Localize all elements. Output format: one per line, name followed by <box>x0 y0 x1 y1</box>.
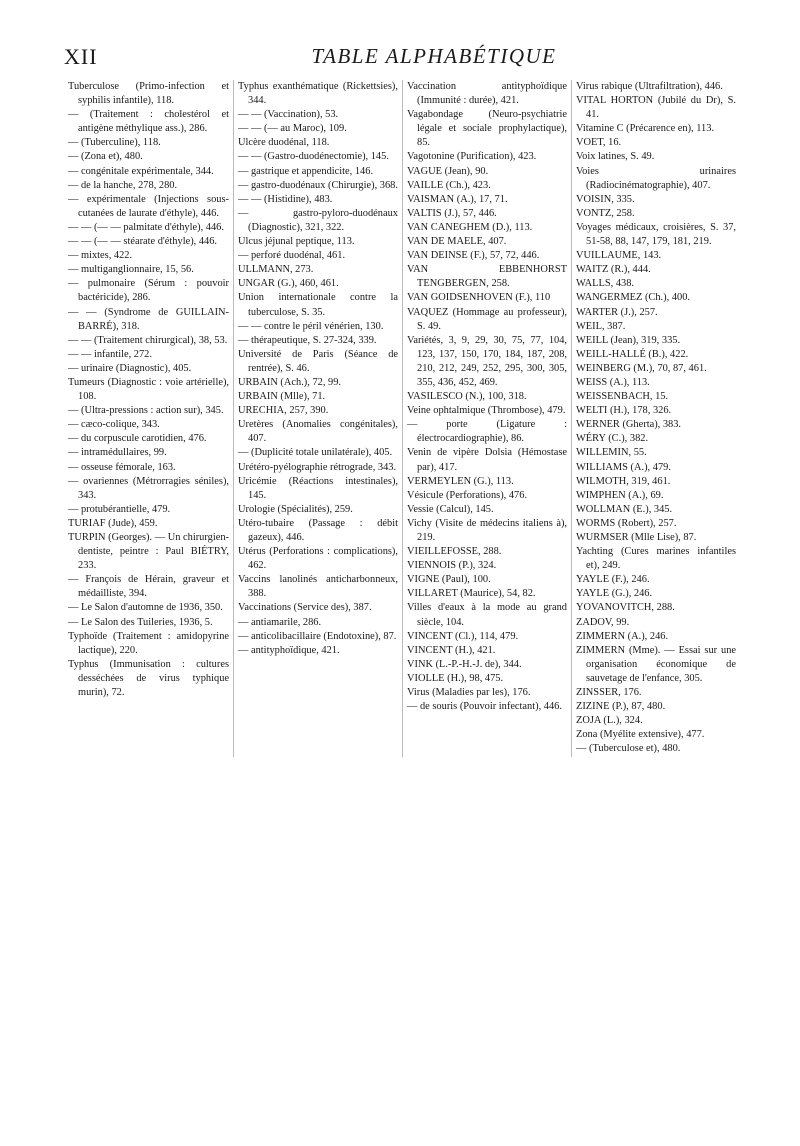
index-entry: Urologie (Spécialités), 259. <box>238 503 353 515</box>
index-entry: — du corpuscule carotidien, 476. <box>68 433 207 445</box>
index-entry: VAN CANEGHEM (D.), 113. <box>407 221 533 233</box>
index-entry: VAILLE (Ch.), 423. <box>407 179 491 191</box>
index-entry: WEISSENBACH, 15. <box>576 391 669 403</box>
index-entry: Vessie (Calcul), 145. <box>407 503 494 515</box>
index-entry: — François de Hérain, graveur et médailliste, 394. <box>68 574 229 600</box>
index-entry: WELTI (H.), 178, 326. <box>576 405 672 417</box>
index-columns <box>64 80 740 757</box>
index-entry: — — (— — stéarate d'éthyle), 446. <box>68 236 218 248</box>
index-entry: Variétés, 3, 9, 29, 30, 75, 77, 104, 123, 137, 150, 170, 184, 187, 208, 210, 212, 249, 252, 295, 300, 305, 355, 436, 452, 469. <box>407 334 567 388</box>
index-column-1 <box>64 80 233 757</box>
index-entry: WANGERMEZ (Ch.), 400. <box>576 292 690 304</box>
index-entry: WURMSER (Mlle Lise), 87. <box>576 532 697 543</box>
index-entry: WALLS, 438. <box>576 278 635 290</box>
index-entry: Venin de vipère Dolsia (Hémostase par), 417. <box>407 447 567 473</box>
index-entry: WILLEMIN, 55. <box>576 447 647 459</box>
index-entry: YAYLE (G.), 246. <box>576 588 653 600</box>
index-entry: WEISS (A.), 113. <box>576 376 650 388</box>
index-entry: — osseuse fémorale, 163. <box>68 461 176 473</box>
index-entry: VINCENT (Cl.), 114, 479. <box>407 630 519 642</box>
index-entry: VALTIS (J.), 57, 446. <box>407 207 497 219</box>
index-entry: VITAL HORTON (Jubilé du Dr), S. 41. <box>576 95 736 121</box>
index-entry: VIGNE (Paul), 100. <box>407 574 491 586</box>
index-entry: — — (Traitement chirurgical), 38, 53. <box>68 334 228 346</box>
index-entry: VAN DE MAELE, 407. <box>407 236 507 248</box>
page-number: XII <box>64 44 98 69</box>
index-entry: — — (Vaccination), 53. <box>238 109 339 121</box>
index-entry: WOLLMAN (E.), 345. <box>576 503 673 515</box>
index-entry: WEINBERG (M.), 70, 87, 461. <box>576 362 707 374</box>
index-entry: — antiamarile, 286. <box>238 616 322 628</box>
index-entry: VIEILLEFOSSE, 288. <box>407 546 502 558</box>
index-entry: WIMPHEN (A.), 69. <box>576 489 664 501</box>
index-entry: URBAIN (Ach.), 72, 99. <box>238 376 342 388</box>
index-entry: VILLARET (Maurice), 54, 82. <box>407 588 536 600</box>
index-entry: — thérapeutique, S. 27-324, 339. <box>238 334 377 346</box>
index-entry: — — contre le péril vénérien, 130. <box>238 320 384 332</box>
index-entry: YOVANOVITCH, 288. <box>576 602 675 614</box>
index-entry: Typhus (Immunisation : cultures desséchées de virus typhique murin), 72. <box>68 658 229 699</box>
index-entry: Utéro-tubaire (Passage : débit gazeux), 446. <box>238 517 398 543</box>
index-entry: ZIZINE (P.), 87, 480. <box>576 701 666 713</box>
index-entry: URBAIN (Mlle), 71. <box>238 391 326 403</box>
index-entry: ZIMMERN (A.), 246. <box>576 630 669 642</box>
index-entry: ZIMMERN (Mme). — Essai sur une organisation économique de sauvetage de l'enfance, 305. <box>576 644 736 684</box>
index-entry: — (Ultra-pressions : action sur), 345. <box>68 405 224 417</box>
index-entry: TURPIN (Georges). — Un chirurgien-dentiste, peintre : Paul BIÉTRY, 233. <box>68 532 229 572</box>
index-entry: — ovariennes (Métrorragies séniles), 343. <box>68 475 229 501</box>
index-entry: WORMS (Robert), 257. <box>576 517 677 529</box>
index-entry: Vésicule (Perforations), 476. <box>407 489 528 501</box>
index-entry: — mixtes, 422. <box>68 250 133 262</box>
index-entry: — — infantile, 272. <box>68 348 152 360</box>
index-entry: — (Traitement : cholestérol et antigène méthylique ass.), 286. <box>68 109 229 135</box>
index-entry: Typhoïde (Traitement : amidopyrine lactique), 220. <box>68 630 229 656</box>
index-entry: VASILESCO (N.), 100, 318. <box>407 391 527 403</box>
index-entry: Union internationale contre la tuberculose, S. 35. <box>238 292 398 318</box>
index-entry: — perforé duodénal, 461. <box>238 250 346 262</box>
index-entry: Vaccins lanolinés anticharbonneux, 388. <box>238 574 398 600</box>
index-entry: Vagabondage (Neuro-psychiatrie légale et sociale prophylactique), 85. <box>407 109 567 149</box>
index-entry: Voix latines, S. 49. <box>576 151 655 163</box>
index-entry: — (Tuberculose et), 480. <box>576 743 681 755</box>
index-column-2 <box>233 80 402 757</box>
index-entry: — pulmonaire (Sérum : pouvoir bactéricide), 286. <box>68 278 229 304</box>
index-entry: VIENNOIS (P.), 324. <box>407 560 497 572</box>
index-entry: WARTER (J.), 257. <box>576 306 658 318</box>
index-entry: — — (— au Maroc), 109. <box>238 123 347 135</box>
index-entry: — congénitale expérimentale, 344. <box>68 165 214 177</box>
index-entry: UNGAR (G.), 460, 461. <box>238 278 339 290</box>
index-entry: VERMEYLEN (G.), 113. <box>407 475 514 487</box>
index-entry: WILMOTH, 319, 461. <box>576 475 671 487</box>
index-entry: WAITZ (R.), 444. <box>576 264 651 276</box>
index-entry: Utérus (Perforations : complications), 462. <box>238 546 398 572</box>
index-column-4 <box>571 80 740 757</box>
index-entry: — antityphoïdique, 421. <box>238 644 340 656</box>
index-entry: VUILLAUME, 143. <box>576 250 662 262</box>
index-entry: VOET, 16. <box>576 137 622 149</box>
index-entry: — de souris (Pouvoir infectant), 446. <box>407 701 562 713</box>
index-column-3 <box>402 80 571 757</box>
index-entry: VAISMAN (A.), 17, 71. <box>407 193 508 205</box>
index-entry: — urinaire (Diagnostic), 405. <box>68 362 192 374</box>
index-entry: ZINSSER, 176. <box>576 687 642 699</box>
index-entry: Virus (Maladies par les), 176. <box>407 687 531 699</box>
index-entry: Ulcère duodénal, 118. <box>238 137 330 149</box>
index-entry: — — (Histidine), 483. <box>238 193 333 205</box>
index-entry: VAN DEINSE (F.), 57, 72, 446. <box>407 250 540 262</box>
index-entry: Vaccination antityphoïdique (Immunité : durée), 421. <box>407 81 567 107</box>
index-entry: Veine ophtalmique (Thrombose), 479. <box>407 405 566 417</box>
index-entry: — protubérantielle, 479. <box>68 503 171 515</box>
index-entry: Uricémie (Réactions intestinales), 145. <box>238 475 398 501</box>
index-entry: — (Tuberculine), 118. <box>68 137 161 149</box>
index-entry: — — (— — palmitate d'éthyle), 446. <box>68 221 224 233</box>
index-entry: Tumeurs (Diagnostic : voie artérielle), 108. <box>68 376 229 403</box>
index-entry: Typhus exanthématique (Rickettsies), 344. <box>238 81 398 107</box>
index-entry: Vichy (Visite de médecins italiens à), 219. <box>407 517 567 543</box>
running-head: TABLE ALPHABÉTIQUE <box>311 44 557 68</box>
index-entry: — Le Salon d'automne de 1936, 350. <box>68 602 223 614</box>
index-entry: URECHIA, 257, 390. <box>238 405 329 417</box>
index-entry: VONTZ, 258. <box>576 207 635 219</box>
index-entry: Université de Paris (Séance de rentrée), S. 46. <box>238 348 398 374</box>
index-entry: VINK (L.-P.-H.-J. de), 344. <box>407 658 522 670</box>
index-entry: VIOLLE (H.), 98, 475. <box>407 672 504 684</box>
index-entry: VAQUEZ (Hommage au professeur), S. 49. <box>407 306 567 332</box>
index-entry: WEIL, 387. <box>576 320 626 332</box>
index-entry: Vaccinations (Service des), 387. <box>238 602 372 614</box>
index-entry: — expérimentale (Injections sous-cutanées de laurate d'éthyle), 446. <box>68 193 229 219</box>
index-entry: — cæco-colique, 343. <box>68 419 160 431</box>
index-entry: Vitamine C (Précarence en), 113. <box>576 123 715 135</box>
index-entry: ZOJA (L.), 324. <box>576 715 643 727</box>
index-entry: WILLIAMS (A.), 479. <box>576 461 671 473</box>
index-entry: YAYLE (F.), 246. <box>576 574 650 586</box>
index-entry: TURIAF (Jude), 459. <box>68 517 158 529</box>
index-entry: — (Zona et), 480. <box>68 151 143 163</box>
index-entry: Yachting (Cures marines infantiles et), 249. <box>576 546 736 572</box>
index-entry: Uretères (Anomalies congénitales), 407. <box>238 419 398 445</box>
index-entry: Voyages médicaux, croisières, S. 37, 51-58, 88, 147, 179, 181, 219. <box>576 221 736 248</box>
index-entry: VINCENT (H.), 421. <box>407 644 496 656</box>
index-entry: Vagotonine (Purification), 423. <box>407 151 537 163</box>
index-entry: Villes d'eaux à la mode au grand siècle, 104. <box>407 602 567 628</box>
index-entry: — de la hanche, 278, 280. <box>68 179 178 191</box>
index-entry: — — (Gastro-duodénectomie), 145. <box>238 151 389 163</box>
index-entry: VAN EBBENHORST TENGBERGEN, 258. <box>407 264 567 290</box>
index-entry: — gastro-duodénaux (Chirurgie), 368. <box>238 179 398 191</box>
index-entry: Virus rabique (Ultrafiltration), 446. <box>576 81 723 92</box>
index-entry: — (Duplicité totale unilatérale), 405. <box>238 447 393 459</box>
index-entry: VAN GOIDSENHOVEN (F.), 110 <box>407 292 551 304</box>
index-entry: — porte (Ligature : électrocardiographie), 86. <box>407 419 567 445</box>
index-entry: ZADOV, 99. <box>576 616 630 628</box>
index-entry: WERNER (Gherta), 383. <box>576 419 682 431</box>
index-entry: Ulcus jéjunal peptique, 113. <box>238 236 355 248</box>
index-entry: ULLMANN, 273. <box>238 264 314 276</box>
index-entry: Zona (Myélite extensive), 477. <box>576 729 705 741</box>
index-entry: Voies urinaires (Radiocinématographie), 407. <box>576 165 736 191</box>
index-entry: VAGUE (Jean), 90. <box>407 165 489 177</box>
index-entry: — intramédullaires, 99. <box>68 447 167 459</box>
index-entry: — gastrique et appendicite, 146. <box>238 165 374 177</box>
index-entry: Urétéro-pyélographie rétrograde, 343. <box>238 461 397 473</box>
index-entry: — — (Syndrome de GUILLAIN-BARRÉ), 318. <box>68 306 229 332</box>
index-entry: WEILL (Jean), 319, 335. <box>576 334 681 346</box>
index-entry: VOISIN, 335. <box>576 193 635 205</box>
index-entry: — Le Salon des Tuileries, 1936, 5. <box>68 616 213 628</box>
index-entry: WÉRY (C.), 382. <box>576 433 649 445</box>
index-entry: WEILL-HALLÉ (B.), 422. <box>576 348 689 360</box>
index-entry: — gastro-pyloro-duodénaux (Diagnostic), 321, 322. <box>238 207 398 233</box>
index-entry: — multiganglionnaire, 15, 56. <box>68 264 194 276</box>
index-entry: Tuberculose (Primo-infection et syphilis infantile), 118. <box>68 81 229 107</box>
page-header <box>64 40 732 76</box>
index-entry: — anticolibacillaire (Endotoxine), 87. <box>238 630 397 642</box>
